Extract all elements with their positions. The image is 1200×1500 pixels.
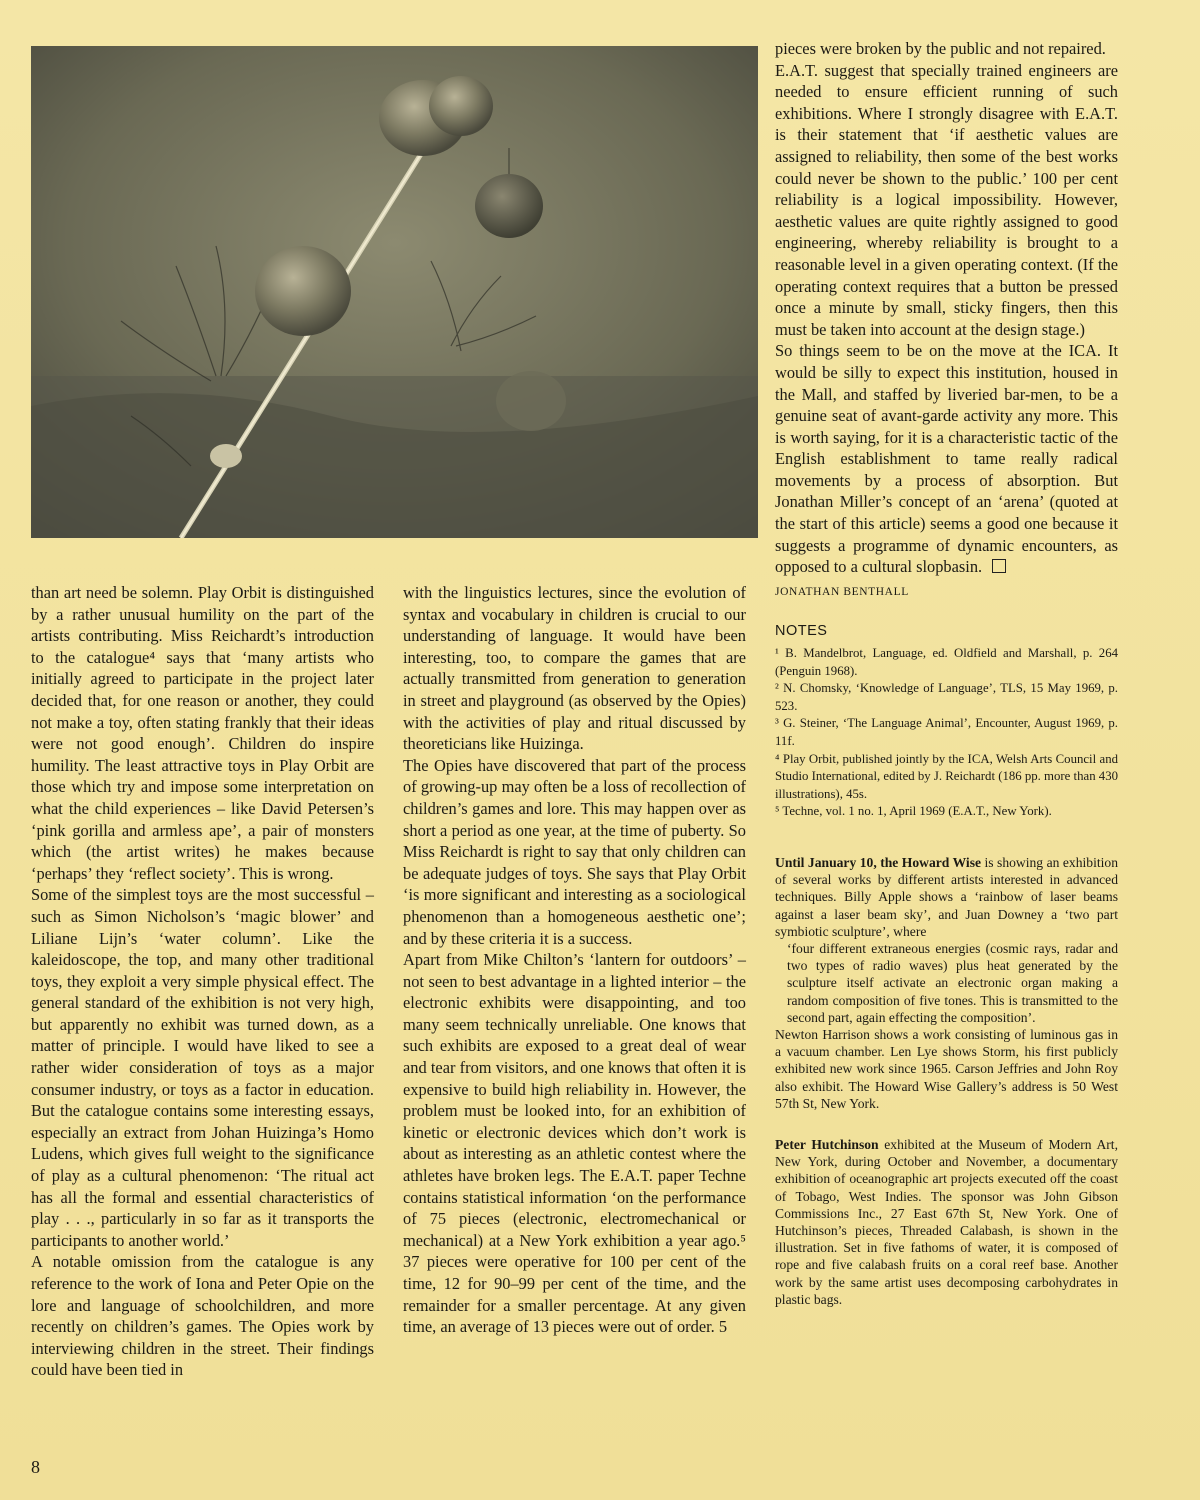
author-signature: JONATHAN BENTHALL xyxy=(775,585,909,598)
news-body: exhibited at the Museum of Modern Art, New York, during October and November, a documentary exhibition of oceanographic art projects executed off the coast of Tobago, West Indies. The sponsor was John Gibson Commissions Inc., 27 East 67th St, New York. One of Hutchinson’s pieces, Threaded Calabash, is shown in the illustration. Set in five fathoms of water, it is composed of rope and five calabash fruits on a coral reef base. Another work by the same artist uses decomposing carbohydrates in plastic bags. xyxy=(775,1137,1118,1307)
paragraph: than art need be solemn. Play Orbit is distinguished by a rather unusual humility on the part of the artists contributing. Miss Reichardt’s introduction to the catalogue⁴ says that ‘many artists who initially agreed to participate in the project later decided that, for one reason or another, they could not make a toy, often stating frankly that their ideas were not good enough’. Children do inspire humility. The least attractive toys in Play Orbit are those which try and impose some interpretation on what the child experiences – like David Petersen’s ‘pink gorilla and armless ape’, a pair of monsters which (the artist writes) he makes because ‘perhaps’ they ‘reflect society’. This is wrong. xyxy=(31,583,374,883)
column-2 xyxy=(403,582,746,1338)
news-quote: ‘four different extraneous energies (cosmic rays, radar and two types of radio waves) plus heat generated by the sculpture itself activate an electronic organ making a random composition of five tones. This is transmitted to the second part, again effecting the composition’. xyxy=(787,940,1118,1025)
threaded-calabash-photo-icon xyxy=(31,46,758,538)
paragraph: pieces were broken by the public and not repaired. xyxy=(775,39,1106,58)
end-mark-icon xyxy=(992,559,1006,573)
news-item-howard-wise xyxy=(775,854,1118,1112)
news-item-peter-hutchinson xyxy=(775,1136,1118,1308)
note-item: ⁵ Techne, vol. 1 no. 1, April 1969 (E.A.T., New York). xyxy=(775,804,1052,819)
paragraph: with the linguistics lectures, since the evolution of syntax and vocabulary in children is crucial to our understanding of language. It would have been interesting, too, to compare the games that are actually transmitted from generation to generation in street and playground (as observed by the Opies) with the activities of play and ritual discussed by theoreticians like Huizinga. xyxy=(403,583,746,754)
paragraph: Apart from Mike Chilton’s ‘lantern for outdoors’ – not seen to best advantage in a lighted interior – the electronic exhibits were disappointing, and too many seem technically unreliable. One knows that such exhibits are exposed to a great deal of wear and tear from visitors, and one knows that often it is expensive to build high reliability in. However, the problem must be looked into, for an exhibition of kinetic or electronic devices which don’t work is about as interesting as an athletic contest where the athletes have broken legs. The E.A.T. paper Techne contains statistical information ‘on the performance of 75 pieces (electronic, electromechanical or mechanical) at a New York exhibition a year ago.⁵ 37 pieces were operative for 100 per cent of the time, 12 for 90–99 per cent of the time, and the remainder for a smaller percentage. At any given time, an average of 13 pieces were out of order. 5 xyxy=(403,950,746,1337)
note-item: ² N. Chomsky, ‘Knowledge of Language’, TLS, 15 May 1969, p. 523. xyxy=(775,681,1118,713)
paragraph: E.A.T. suggest that specially trained engineers are needed to ensure efficient running of such exhibitions. Where I strongly disagree with E.A.T. is their statement that ‘if aesthetic values are assigned to reliability, then some of the best works could never be shown to the public.’ 100 per cent reliability is a logical impossibility. However, aesthetic values are quite rightly assigned to good engineering, whereby reliability is brought to a reasonable level in a given operating context. (If the operating context requires that a button be pressed once a minute by small, sticky fingers, then this must be taken into account at the design stage.) xyxy=(775,60,1118,339)
notes-list xyxy=(775,645,1118,821)
paragraph-text: So things seem to be on the move at the ICA. It would be silly to expect this institution, housed in the Mall, and staffed by liveried bar-men, to be a genuine seat of avant-garde activity any more. This is worth saying, for it is a characteristic tactic of the English establishment to tame really radical movements by a process of absorption. But Jonathan Miller’s concept of an ‘arena’ (quoted at the start of this article) seems a good one because it suggests a programme of dynamic encounters, as opposed to a cultural slopbasin. xyxy=(775,341,1118,577)
news-lead: Until January 10, the Howard Wise xyxy=(775,854,982,870)
column-3 xyxy=(775,38,1118,1308)
underwater-photo xyxy=(31,46,758,538)
notes-heading: NOTES xyxy=(775,623,828,640)
paragraph: Some of the simplest toys are the most successful – such as Simon Nicholson’s ‘magic blower’ and Liliane Lijn’s ‘water column’. Like the kaleidoscope, the top, and many other traditional toys, they exploit a very simple physical effect. The general standard of the exhibition is not very high, but apparently no exhibit was turned down, as a matter of principle. I would have liked to see a rather wider consideration of toys as a major consumer industry, or toys as a factor in education. But the catalogue contains some interesting essays, especially an extract from Johan Huizinga’s Homo Ludens, which gives full weight to the significance of play as a cultural phenomenon: ‘The ritual act has all the formal and essential characteristics of play . . ., particularly in so far as it transports the participants to another world.’ xyxy=(31,885,374,1250)
note-item: ¹ B. Mandelbrot, Language, ed. Oldfield and Marshall, p. 264 (Penguin 1968). xyxy=(775,646,1118,678)
news-body: Newton Harrison shows a work consisting of luminous gas in a vacuum chamber. Len Lye shows Storm, his first publicly exhibited new work since 1965. Carson Jeffries and John Roy also exhibit. The Howard Wise Gallery’s address is 50 West 57th St, New York. xyxy=(775,1027,1118,1111)
column-1 xyxy=(31,582,374,1381)
note-item: ⁴ Play Orbit, published jointly by the ICA, Welsh Arts Council and Studio International, edited by J. Reichardt (186 pp. more than 430 illustrations), 45s. xyxy=(775,751,1118,801)
paragraph xyxy=(775,340,1118,578)
news-body: is showing an exhibition of several works by different artists interested in advanced techniques. Billy Apple shows a ‘rainbow of laser beams against a laser beam sky’, and Juan Downey a ‘two part symbiotic sculpture’, where xyxy=(775,854,1118,939)
paragraph: The Opies have discovered that part of the process of growing-up may often be a loss of recollection of children’s games and lore. This may happen over as short a period as one year, at the time of puberty. So Miss Reichardt is right to say that only children can be adequate judges of toys. She says that Play Orbit ‘is more significant and interesting as a sociological phenomenon than a homogeneous aesthetic one’; and by these criteria it is a success. xyxy=(403,755,746,948)
note-item: ³ G. Steiner, ‘The Language Animal’, Encounter, August 1969, p. 11f. xyxy=(775,716,1118,748)
page-number: 8 xyxy=(31,1457,40,1477)
paragraph: A notable omission from the catalogue is any reference to the work of Iona and Peter Opie on the lore and language of schoolchildren, and more recently on children’s games. The Opies work by interviewing children in the street. Their findings could have been tied in xyxy=(31,1252,374,1380)
news-lead: Peter Hutchinson xyxy=(775,1137,879,1153)
